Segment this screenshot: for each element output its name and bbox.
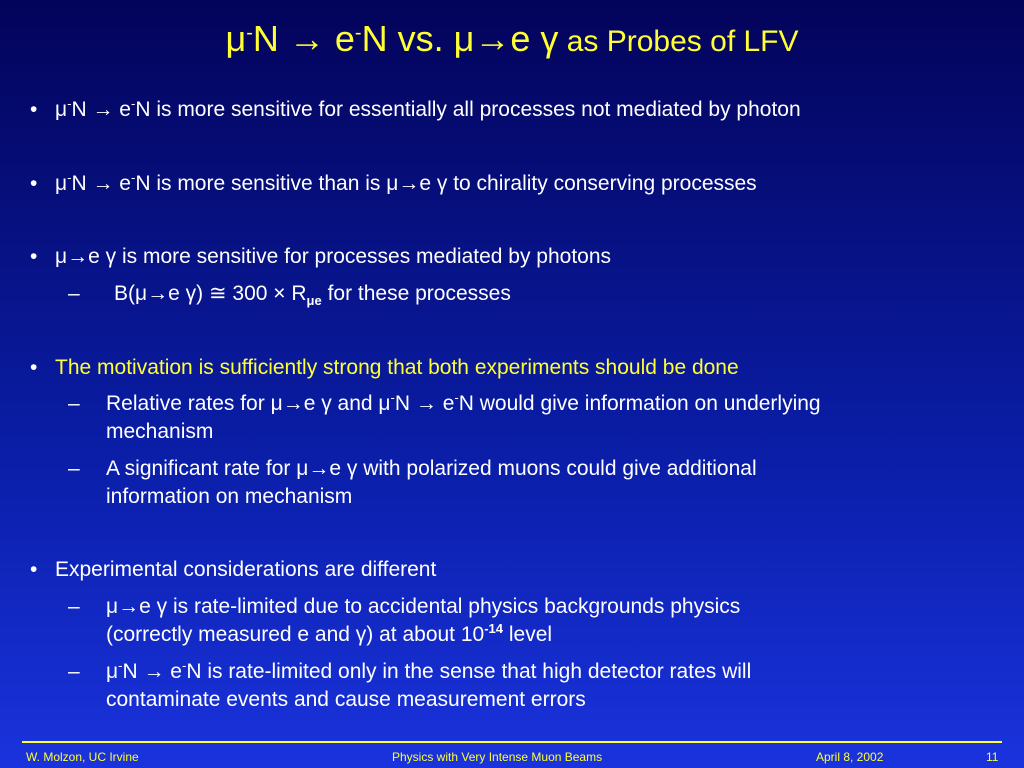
sub-bullet-marker: –: [68, 392, 80, 415]
footer-talk-title: Physics with Very Intense Muon Beams: [392, 750, 603, 764]
title-sup: -: [246, 22, 253, 44]
title-mu: μ: [225, 18, 247, 59]
sub-bullet-text: B(μ→e γ) ≅ $300 \times R_{\mu e}$ for these processes: [114, 282, 511, 309]
bullet-marker: •: [30, 245, 38, 268]
sub-bullet-text: μ→e γ is rate-limited due to accidental physics backgrounds physics (correctly measured e and γ) at about $10^{-14}$ level: [106, 595, 741, 646]
sub-bullet-text: Relative rates for μ→e γ and μ-N → e-N would give information on underlying mechanism: [106, 390, 821, 443]
title-rest: as Probes of LFV: [558, 25, 799, 58]
title-n: N: [252, 18, 289, 59]
footer-page-number: 11: [986, 750, 999, 764]
bullet-marker: •: [30, 356, 38, 379]
bullet-text: μ-N → e-N is more sensitive for essentially all processes not mediated by photon: [55, 96, 801, 121]
title-mu: μ: [453, 18, 475, 59]
bullet-marker: •: [30, 558, 38, 581]
title-sup: -: [354, 22, 362, 44]
title-arrow: →: [474, 18, 511, 59]
bullet-text: Experimental considerations are different: [55, 558, 437, 581]
title-arrow: →: [288, 18, 325, 59]
sub-bullet-text: A significant rate for μ→e γ with polarized muons could give additional information on mechanism: [106, 457, 757, 508]
footer-divider: [22, 741, 1002, 743]
title-gamma: γ: [540, 18, 559, 59]
sub-bullet-marker: –: [68, 595, 80, 618]
title-e: e: [510, 18, 541, 59]
title-e: e: [324, 18, 355, 59]
bullet-text: μ-N → e-N is more sensitive than is μ→e γ to chirality conserving processes: [55, 170, 757, 195]
sub-bullet-text: μ-N → e-N is rate-limited only in the sense that high detector rates will contaminate events and cause measurement errors: [106, 658, 752, 711]
footer-date: April 8, 2002: [816, 750, 884, 764]
bullet-marker: •: [30, 98, 38, 121]
sub-bullet-marker: –: [68, 457, 80, 480]
footer-author: W. Molzon, UC Irvine: [26, 750, 139, 764]
sub-bullet-marker: –: [68, 660, 80, 683]
bullet-text: μ→e γ is more sensitive for processes mediated by photons: [55, 245, 612, 268]
sub-bullet-marker: –: [68, 282, 80, 305]
bullet-text: The motivation is sufficiently strong that both experiments should be done: [55, 356, 739, 379]
title-n-vs: N vs.: [361, 18, 454, 59]
bullet-marker: •: [30, 172, 38, 195]
slide-title: [0, 14, 1024, 67]
